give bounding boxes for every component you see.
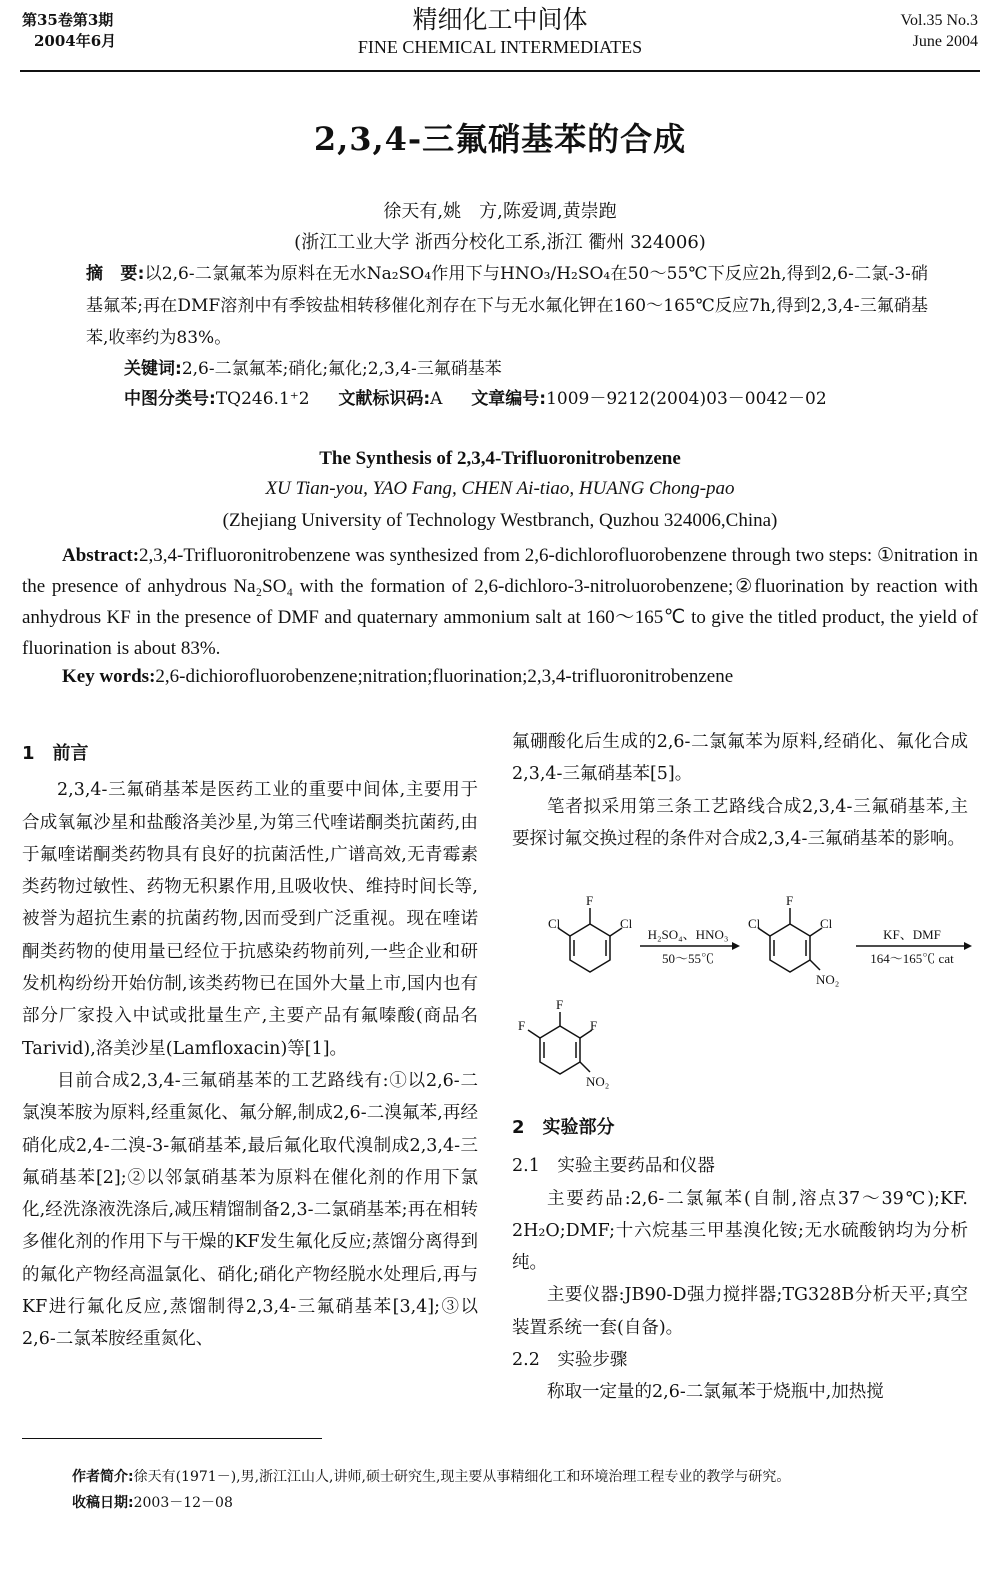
- doc-code-label: 文献标识码:: [338, 389, 431, 409]
- date-en: June 2004: [912, 33, 978, 50]
- article-number-label: 文章编号:: [471, 389, 547, 409]
- section-1-heading: 1 前言: [22, 743, 89, 764]
- received-date-label: 收稿日期:: [72, 1495, 134, 1511]
- affiliation-cn: (浙江工业大学 浙西分校化工系,浙江 衢州 324006): [294, 232, 706, 253]
- english-affiliation: (Zhejiang University of Technology Westbranch, Quzhou 324006,China): [222, 510, 778, 531]
- section-2-heading: 2 实验部分: [512, 1117, 615, 1138]
- author-bio: [72, 1464, 790, 1490]
- authors-cn: 徐天有,姚 方,陈爱调,黄崇跑: [383, 201, 617, 222]
- paragraph: 目前合成2,3,4-三氟硝基苯的工艺路线有:①以2,6-二氯溴苯胺为原料,经重氮化、氟分解,制成2,6-二溴氟苯,再经硝化成2,4-二溴-3-氟硝基苯,最后氟化取代溴制成2,3,4-三氟硝基苯[2];②以邻氯硝基苯为原料在催化剂的作用下氯化,经洗涤液洗涤后,减压精馏制备2,3-二氯硝基苯;再在相转多催化剂的作用下与干燥的KF发生氟化反应;蒸馏分离得到的氟化产物经高温氯化、硝化;硝化产物经脱水处理后,再与KF进行氟化反应,蒸馏制得2,3,4-三氟硝基苯[3,4];③以2,6-二氯苯胺经重氮化、: [22, 1070, 478, 1350]
- english-abstract-label: Abstract:: [62, 545, 140, 566]
- journal-name-cn: 精细化工中间体: [412, 5, 588, 34]
- paragraph: 主要仪器:JB90-D强力搅拌器;TG328B分析天平;真空装置系统一套(自备)。: [512, 1285, 968, 1338]
- keywords-cn-text: 2,6-二氯氟苯;硝化;氟化;2,3,4-三氟硝基苯: [181, 359, 502, 379]
- english-title: The Synthesis of 2,3,4-Trifluoronitrobenzene: [319, 448, 681, 469]
- volume-cn: 第35卷第3期: [22, 11, 114, 29]
- arrow-2-reagents: KF、DMF: [883, 927, 941, 942]
- article-number-value: 1009－9212(2004)03－0042－02: [546, 389, 827, 409]
- right-column-lower: [512, 1112, 968, 1409]
- atom-label: Cl: [748, 916, 761, 931]
- clc-label: 中图分类号:: [124, 389, 216, 409]
- benzene-ring-3: [540, 1026, 580, 1074]
- arrow-1-reagents: H₂SO₄、HNO₃: [647, 927, 729, 942]
- atom-label: Cl: [820, 916, 833, 931]
- left-column: [22, 738, 478, 1356]
- footnote: [72, 1464, 790, 1516]
- benzene-ring-2: [770, 924, 810, 972]
- volume-en: Vol.35 No.3: [900, 12, 978, 29]
- atom-label: F: [786, 893, 794, 908]
- english-keywords: [62, 666, 733, 688]
- author-bio-text: 徐天有(1971－),男,浙江江山人,讲师,硕士研究生,现主要从事精细化工和环境治理工程专业的教学与研究。: [133, 1469, 791, 1485]
- received-date: [72, 1490, 790, 1516]
- atom-label: Cl: [548, 916, 561, 931]
- atom-label: F: [518, 1018, 526, 1033]
- date-cn: 2004年6月: [34, 32, 117, 50]
- header-rule: [20, 70, 980, 72]
- english-keywords-text: 2,6-dichiorofluorobenzene;nitration;fluorination;2,3,4-trifluoronitrobenzene: [155, 666, 734, 687]
- arrow-1-conditions: 50～55℃: [661, 951, 715, 966]
- atom-label: F: [556, 997, 564, 1012]
- subsection-2-1-heading: 2.1 实验主要药品和仪器: [512, 1156, 715, 1177]
- paragraph: 氟硼酸化后生成的2,6-二氯氟苯为原料,经硝化、氟化合成2,3,4-三氟硝基苯[5]。: [512, 732, 968, 785]
- journal-name-en: FINE CHEMICAL INTERMEDIATES: [357, 37, 643, 57]
- atom-label: F: [590, 1018, 598, 1033]
- arrow-2-conditions: 164～165℃ cat: [870, 951, 954, 966]
- paragraph: 主要药品:2,6-二氯氟苯(自制,溶点37～39℃);KF. 2H₂O;DMF;十六烷基三甲基溴化铵;无水硫酸钠均为分析纯。: [512, 1188, 968, 1274]
- paragraph: 称取一定量的2,6-二氯氟苯于烧瓶中,加热搅: [547, 1382, 884, 1403]
- journal-issue-en: [901, 10, 979, 52]
- english-keywords-label: Key words:: [62, 666, 156, 687]
- english-abstract-text: 2,3,4-Trifluoronitrobenzene was synthesized from 2,6-dichlorofluorobenzene through two steps: ①nitration in the presence of anhydrous Na₂SO₄ with the formation of 2,6-dichloro-3-nitroluorobenzene;②fluorination by reaction with anhydrous KF in the presence of DMF and quaternary ammonium salt at 160～165℃ to give the titled product, the yield of fluorination is about 83%.: [22, 545, 978, 659]
- english-authors: XU Tian-you, YAO Fang, CHEN Ai-tiao, HUANG Chong-pao: [265, 478, 735, 499]
- classification-line: [124, 384, 827, 409]
- paragraph: 2,3,4-三氟硝基苯是医药工业的重要中间体,主要用于合成氧氟沙星和盐酸洛美沙星,为第三代喹诺酮类抗菌药,由于氟喹诺酮类药物具有良好的抗菌活性,广谱高效,无青霉素类药物过敏性、药物无积累作用,且吸收快、维持时间长等,被誉为超抗生素的抗菌药物,因而受到广泛重视。现在喹诺酮类药物的使用量已经位于抗感染药物前列,一些企业和研发机构纷纷开始仿制,该类药物已在国外大量上市,国内也有部分厂家投入中试或批量生产,主要产品有氟嗪酸(商品名 Tarivid),洛美沙星(Lamfloxacin)等[1]。: [22, 780, 478, 1059]
- atom-label: Cl: [620, 916, 633, 931]
- journal-name: [0, 4, 1000, 58]
- atom-label: NO₂: [586, 1074, 610, 1089]
- received-date-value: 2003－12－08: [133, 1495, 233, 1511]
- footnote-rule: [22, 1438, 322, 1439]
- clc-value: TQ246.1⁺2: [215, 389, 310, 409]
- doc-code-value: A: [430, 389, 443, 409]
- reaction-scheme: [512, 888, 982, 1108]
- subsection-2-2-heading: 2.2 实验步骤: [512, 1350, 628, 1371]
- right-column: [512, 726, 968, 855]
- keywords-cn: [124, 354, 502, 379]
- atom-label: NO₂: [816, 972, 840, 987]
- abstract-cn-text: 以2,6-二氯氟苯为原料在无水Na₂SO₄作用下与HNO₃/H₂SO₄在50～55℃下反应2h,得到2,6-二氯-3-硝基氟苯;再在DMF溶剂中有季铵盐相转移催化剂存在下与无水氟化钾在160～165℃反应7h,得到2,3,4-三氟硝基苯,收率约为83%。: [86, 264, 928, 348]
- abstract-cn-label: 摘 要:: [86, 264, 145, 284]
- benzene-ring-1: [570, 924, 610, 972]
- abstract-cn: [86, 258, 928, 354]
- paragraph: 笔者拟采用第三条工艺路线合成2,3,4-三氟硝基苯,主要探讨氟交换过程的条件对合成2,3,4-三氟硝基苯的影响。: [512, 796, 968, 849]
- atom-label: F: [586, 893, 594, 908]
- keywords-cn-label: 关键词:: [124, 359, 182, 379]
- paper-title: 2,3,4-三氟硝基苯的合成: [313, 120, 687, 158]
- author-bio-label: 作者简介:: [72, 1469, 134, 1485]
- english-abstract: [22, 540, 978, 664]
